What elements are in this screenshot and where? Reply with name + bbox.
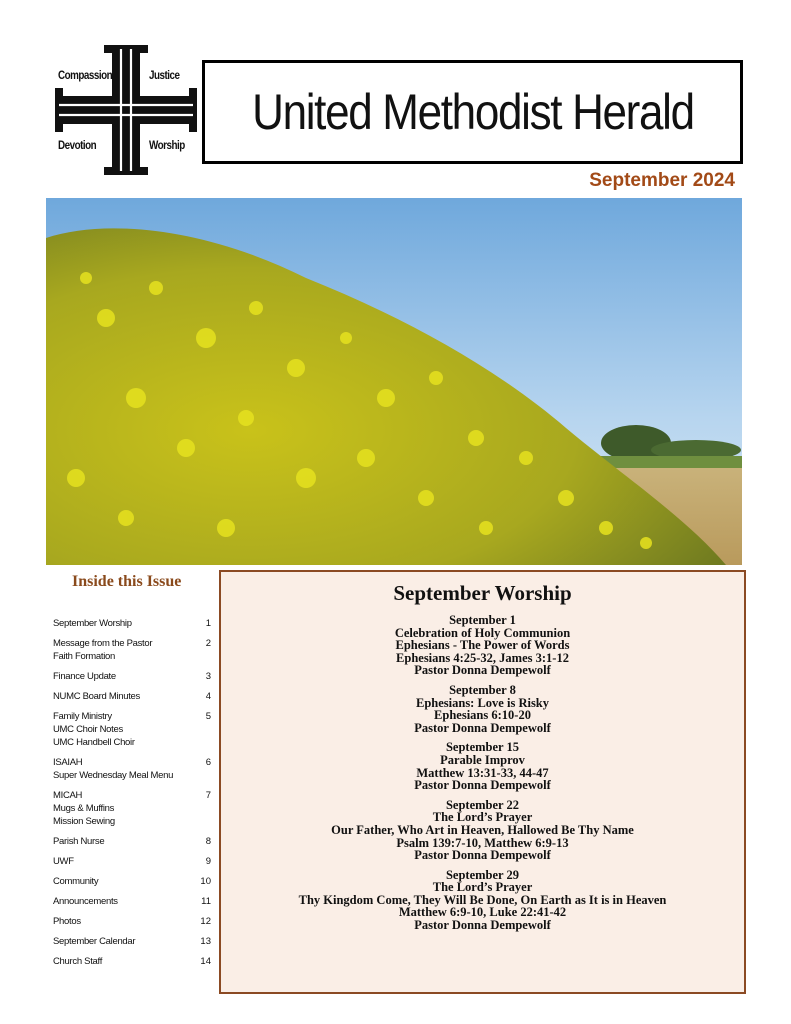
- toc-item-title: September Worship: [53, 618, 132, 629]
- toc-item-title: UWF: [53, 856, 74, 867]
- toc-item-title: MICAH Mugs & Muffins Mission Sewing: [53, 790, 115, 827]
- worship-title: September Worship: [393, 581, 572, 605]
- service-date: September 8: [449, 682, 516, 697]
- toc-item-title: Message from the Pastor Faith Formation: [53, 638, 153, 662]
- service-line: Celebration of Holy Communion: [394, 625, 571, 640]
- service-pastor: Pastor Donna Dempewolf: [414, 918, 551, 933]
- service-pastor: Pastor Donna Dempewolf: [414, 663, 551, 678]
- service-scripture: Psalm 139:7-10, Matthew 6:9-13: [396, 835, 569, 850]
- service-scripture: Ephesians 6:10-20: [434, 708, 531, 723]
- masthead: [202, 60, 743, 164]
- toc-item-title: Church Staff: [53, 956, 103, 967]
- newsletter-title: United Methodist Herald: [251, 84, 694, 140]
- toc-item[interactable]: [53, 875, 211, 888]
- logo-word-devotion: Devotion: [58, 138, 97, 152]
- logo-word-justice: Justice: [149, 68, 180, 82]
- service-entry: [221, 869, 744, 932]
- toc-item[interactable]: [53, 617, 211, 630]
- toc-item-page: 12: [200, 916, 211, 927]
- service-line: Parable Improv: [440, 752, 525, 767]
- toc-item[interactable]: [53, 855, 211, 868]
- worship-schedule-box: [219, 570, 746, 994]
- toc-item[interactable]: [53, 895, 211, 908]
- service-line: Ephesians - The Power of Words: [395, 638, 570, 653]
- service-scripture: Matthew 13:31-33, 44-47: [416, 765, 549, 780]
- toc-item-page: 11: [201, 896, 211, 907]
- service-line: Ephesians: Love is Risky: [415, 695, 550, 710]
- toc-item[interactable]: [53, 835, 211, 848]
- toc-item-title: Parish Nurse: [53, 836, 105, 847]
- toc-item-page: 4: [205, 691, 211, 702]
- service-date: September 29: [445, 867, 520, 882]
- toc-item[interactable]: [53, 935, 211, 948]
- toc-heading: Inside this Issue: [72, 573, 182, 590]
- toc-item-page: 10: [200, 876, 211, 887]
- service-line: Our Father, Who Art in Heaven, Hallowed Be Thy Name: [331, 822, 634, 837]
- service-line: Thy Kingdom Come, They Will Be Done, On Earth as It is in Heaven: [298, 892, 667, 907]
- toc-item[interactable]: [53, 690, 211, 703]
- toc-item-title: NUMC Board Minutes: [53, 691, 140, 702]
- logo-word-compassion: Compassion: [58, 68, 113, 82]
- cover-photo: [46, 198, 742, 565]
- toc-item-page: 7: [205, 790, 211, 801]
- toc-item-title: Announcements: [53, 896, 118, 907]
- toc-item-page: 6: [205, 757, 211, 768]
- service-entry: [221, 614, 744, 677]
- service-scripture: Matthew 6:9-10, Luke 22:41-42: [398, 905, 567, 920]
- toc-item[interactable]: [53, 789, 211, 828]
- service-scripture: Ephesians 4:25-32, James 3:1-12: [396, 650, 569, 665]
- toc-item-page: 2: [205, 638, 211, 649]
- service-pastor: Pastor Donna Dempewolf: [414, 720, 551, 735]
- toc-item-page: 9: [205, 856, 211, 867]
- toc-item[interactable]: [53, 915, 211, 928]
- toc-item-title: ISAIAH Super Wednesday Meal Menu: [53, 757, 174, 781]
- toc-item-title: September Calendar: [53, 936, 136, 947]
- toc-item-title: Photos: [53, 916, 81, 927]
- toc-item-title: Community: [53, 876, 99, 887]
- toc-item-page: 13: [200, 936, 211, 947]
- service-pastor: Pastor Donna Dempewolf: [414, 848, 551, 863]
- table-of-contents: [53, 617, 211, 975]
- service-pastor: Pastor Donna Dempewolf: [414, 778, 551, 793]
- toc-item[interactable]: [53, 955, 211, 968]
- toc-item-page: 3: [205, 671, 211, 682]
- toc-item[interactable]: [53, 710, 211, 749]
- service-line: The Lord’s Prayer: [432, 880, 533, 895]
- toc-item-title: Family Ministry UMC Choir Notes UMC Handbell Choir: [53, 711, 135, 748]
- service-entry: [221, 741, 744, 791]
- toc-item-page: 1: [205, 618, 211, 629]
- service-entry: [221, 684, 744, 734]
- service-entry: [221, 799, 744, 862]
- toc-item-page: 8: [205, 836, 211, 847]
- toc-item[interactable]: [53, 756, 211, 782]
- cross-icon: [55, 45, 197, 175]
- service-date: September 1: [449, 613, 516, 627]
- toc-item-page: 14: [200, 956, 211, 967]
- toc-item[interactable]: [53, 637, 211, 663]
- toc-item[interactable]: [53, 670, 211, 683]
- toc-item-page: 5: [205, 711, 211, 722]
- yellow-flowers-photo: [46, 198, 742, 565]
- toc-item-title: Finance Update: [53, 671, 116, 682]
- service-date: September 15: [445, 740, 520, 755]
- logo-word-worship: Worship: [149, 138, 185, 152]
- issue-date: September 2024: [589, 170, 735, 191]
- service-line: The Lord’s Prayer: [432, 810, 533, 825]
- church-logo: [55, 45, 197, 175]
- service-date: September 22: [445, 797, 520, 812]
